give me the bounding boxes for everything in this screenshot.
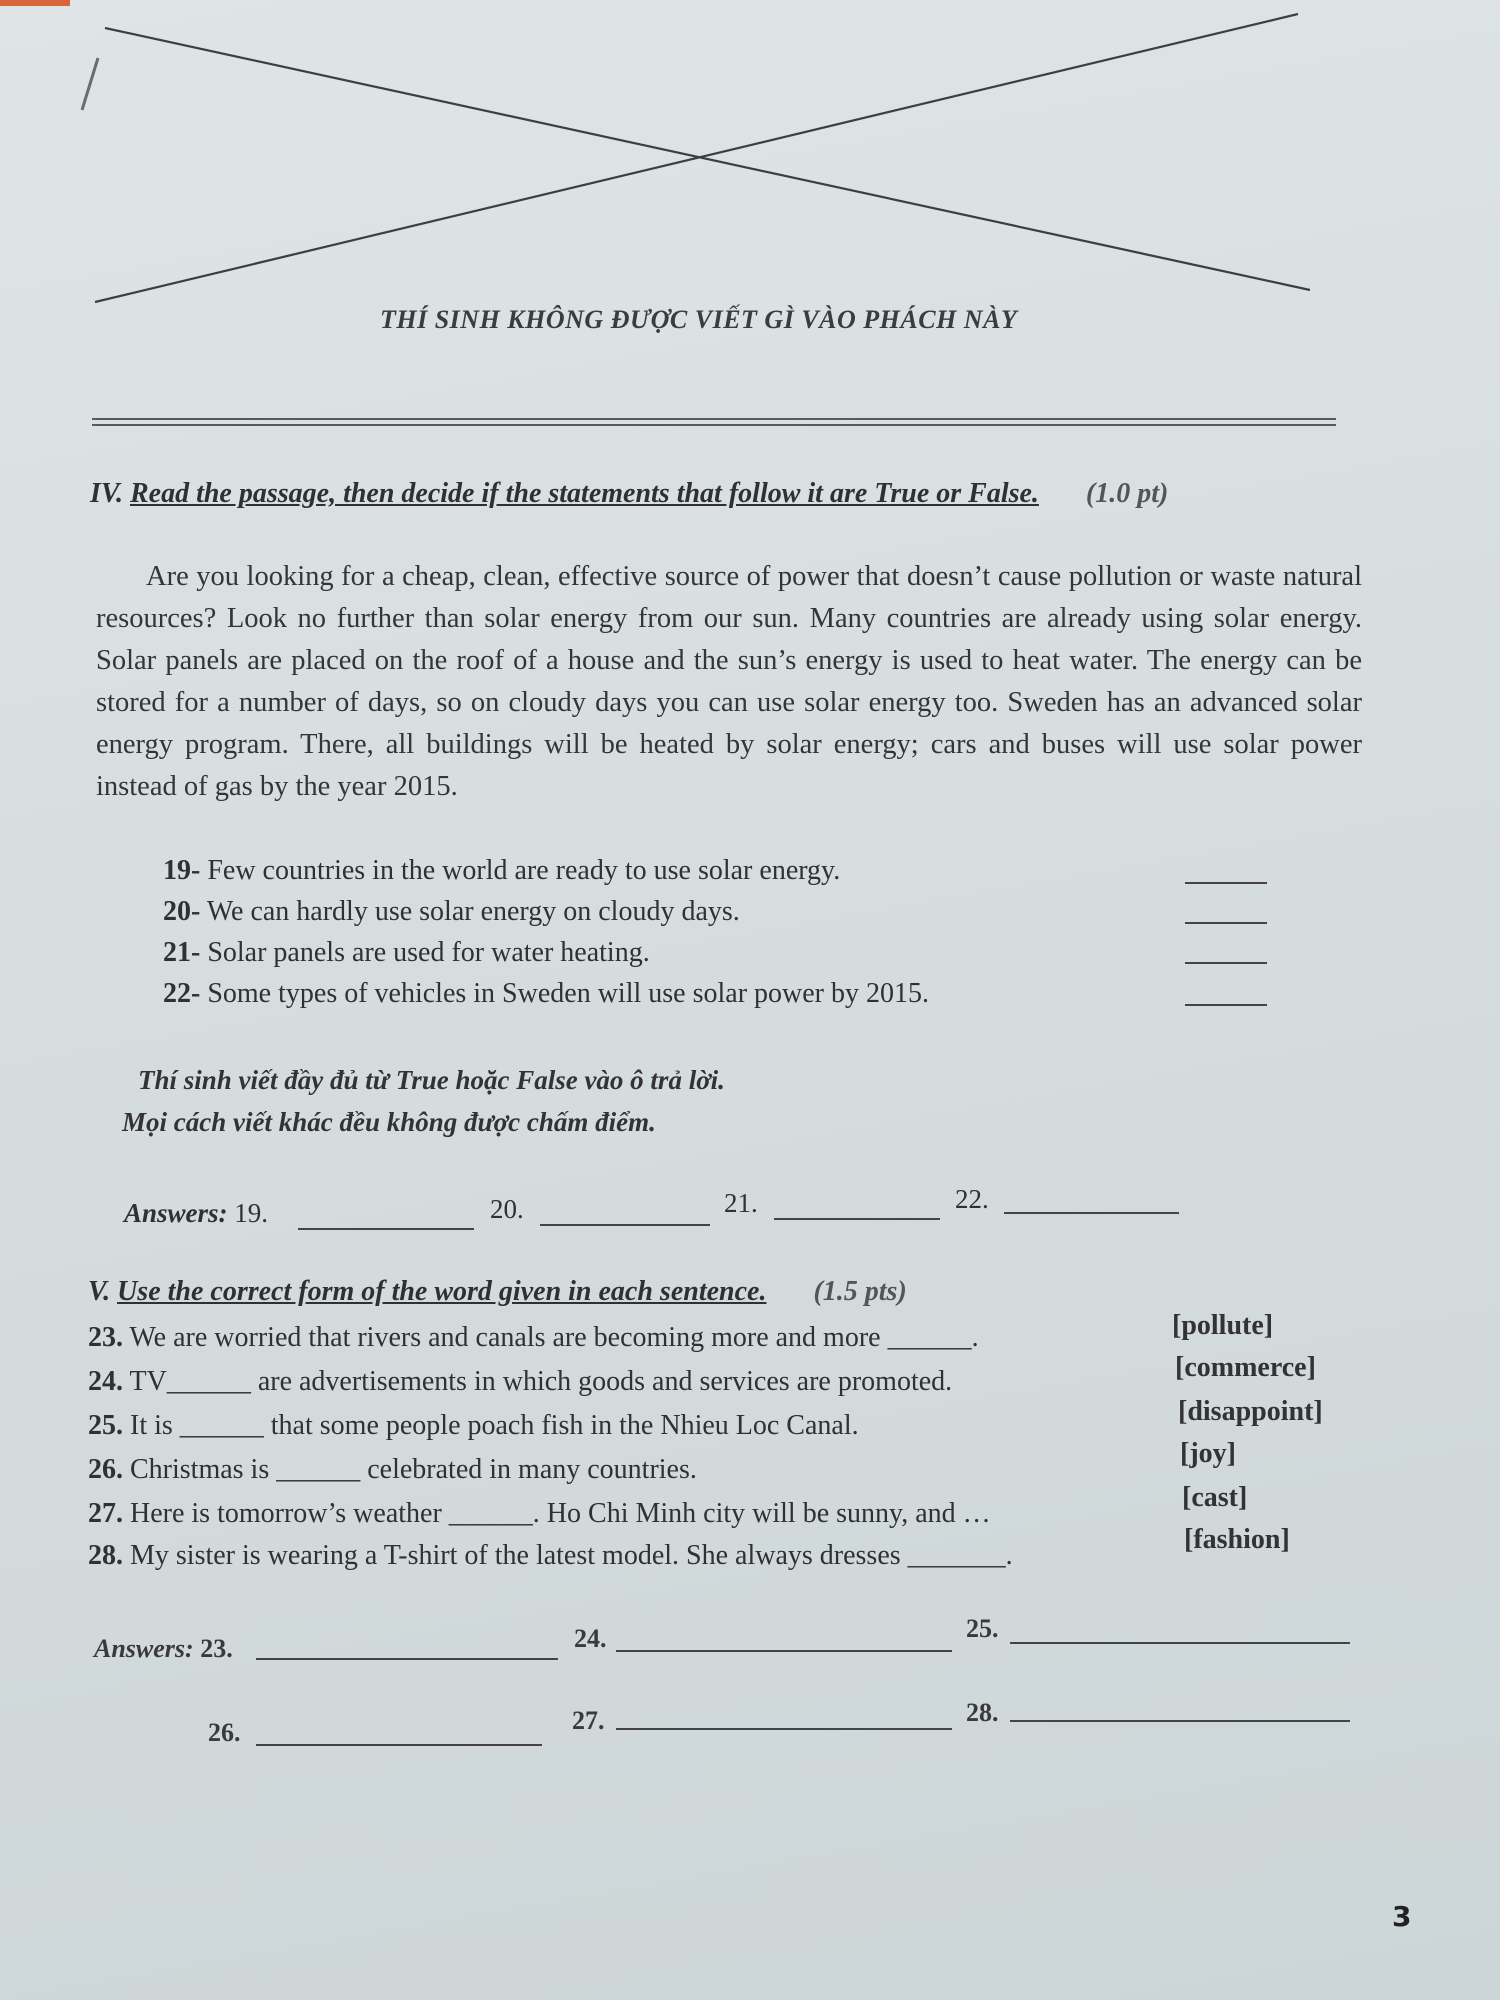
hint-26: [joy]	[1180, 1438, 1236, 1469]
answer-num-28: 28.	[966, 1698, 999, 1727]
answer-num-21: 21.	[724, 1188, 758, 1218]
section-number: IV.	[90, 478, 123, 509]
hint-24: [commerce]	[1175, 1352, 1316, 1383]
section-points: (1.0 pt)	[1085, 478, 1169, 509]
answer-line-27[interactable]	[616, 1728, 952, 1730]
answer-blank[interactable]	[1185, 922, 1267, 924]
answer-num-24: 24.	[574, 1624, 607, 1653]
answer-num-25: 25.	[966, 1614, 999, 1643]
reading-passage: Are you looking for a cheap, clean, effective source of power that doesn’t cause pollution or waste natural resources? Look no further than solar energy from our sun. Many countries are already using solar energy. Solar panels are placed on the roof of a house and the sun’s energy is used to heat water. The energy can be stored for a number of days, so on cloudy days you can use solar energy too. Sweden has an advanced solar energy program. There, all buildings will be heated by solar energy; cars and buses will use solar power instead of gas by the year 2015.	[96, 561, 1362, 802]
cross-out-mark	[0, 0, 1500, 460]
answer-line-19[interactable]	[298, 1228, 474, 1230]
answer-line-20[interactable]	[540, 1224, 710, 1226]
answer-blank[interactable]	[1185, 882, 1267, 884]
answer-num-22: 22.	[955, 1184, 989, 1214]
section-title: Use the correct form of the word given in each sentence.	[117, 1276, 767, 1307]
item-27: 27. Here is tomorrow’s weather ______. Ho Chi Minh city will be sunny, and …	[88, 1498, 991, 1529]
answer-line-24[interactable]	[616, 1650, 952, 1652]
item-24: 24. TV______ are advertisements in which goods and services are promoted.	[88, 1366, 953, 1397]
section-v-heading	[88, 1276, 907, 1308]
hint-27: [cast]	[1182, 1482, 1248, 1513]
divider-line	[92, 418, 1336, 420]
item-23: 23. We are worried that rivers and canals are becoming more and more ______.	[88, 1322, 979, 1353]
section-iv-heading	[90, 478, 1168, 510]
section-title: Read the passage, then decide if the statements that follow it are True or False.	[129, 478, 1039, 509]
answer-num-20: 20.	[490, 1194, 524, 1224]
statement-21: 21- Solar panels are used for water heating.	[163, 937, 650, 968]
answer-line-23[interactable]	[256, 1658, 558, 1660]
instruction-note-2: Mọi cách viết khác đều không được chấm điểm.	[122, 1107, 656, 1137]
answers-label: Answers: 19.	[124, 1198, 269, 1228]
answer-line-22[interactable]	[1004, 1212, 1179, 1214]
answer-num-27: 27.	[572, 1706, 605, 1735]
answer-blank[interactable]	[1185, 962, 1267, 964]
hint-25: [disappoint]	[1178, 1396, 1323, 1427]
answer-num-26: 26.	[208, 1718, 241, 1747]
page-number: 3	[1392, 1900, 1412, 1933]
answer-line-21[interactable]	[774, 1218, 940, 1220]
instruction-note-1: Thí sinh viết đầy đủ từ True hoặc False vào ô trả lời.	[138, 1065, 725, 1095]
answer-line-25[interactable]	[1010, 1642, 1350, 1644]
statement-19: 19- Few countries in the world are ready to use solar energy.	[163, 855, 841, 886]
answer-line-28[interactable]	[1010, 1720, 1350, 1722]
answer-line-26[interactable]	[256, 1744, 542, 1746]
detachable-slip-warning: THÍ SINH KHÔNG ĐƯỢC VIẾT GÌ VÀO PHÁCH NÀY	[380, 305, 1018, 334]
divider-line	[92, 424, 1336, 426]
section-number: V.	[88, 1276, 111, 1307]
statement-20: 20- We can hardly use solar energy on cloudy days.	[163, 896, 740, 927]
item-28: 28. My sister is wearing a T-shirt of the latest model. She always dresses _______.	[88, 1540, 1013, 1571]
item-26: 26. Christmas is ______ celebrated in many countries.	[88, 1454, 697, 1485]
statement-22: 22- Some types of vehicles in Sweden will use solar power by 2015.	[163, 978, 929, 1009]
hint-23: [pollute]	[1172, 1310, 1274, 1341]
item-25: 25. It is ______ that some people poach fish in the Nhieu Loc Canal.	[88, 1410, 859, 1441]
hint-28: [fashion]	[1184, 1524, 1290, 1555]
section-points: (1.5 pts)	[813, 1276, 907, 1307]
answer-blank[interactable]	[1185, 1004, 1267, 1006]
answers-label: Answers: 23.	[94, 1634, 233, 1663]
